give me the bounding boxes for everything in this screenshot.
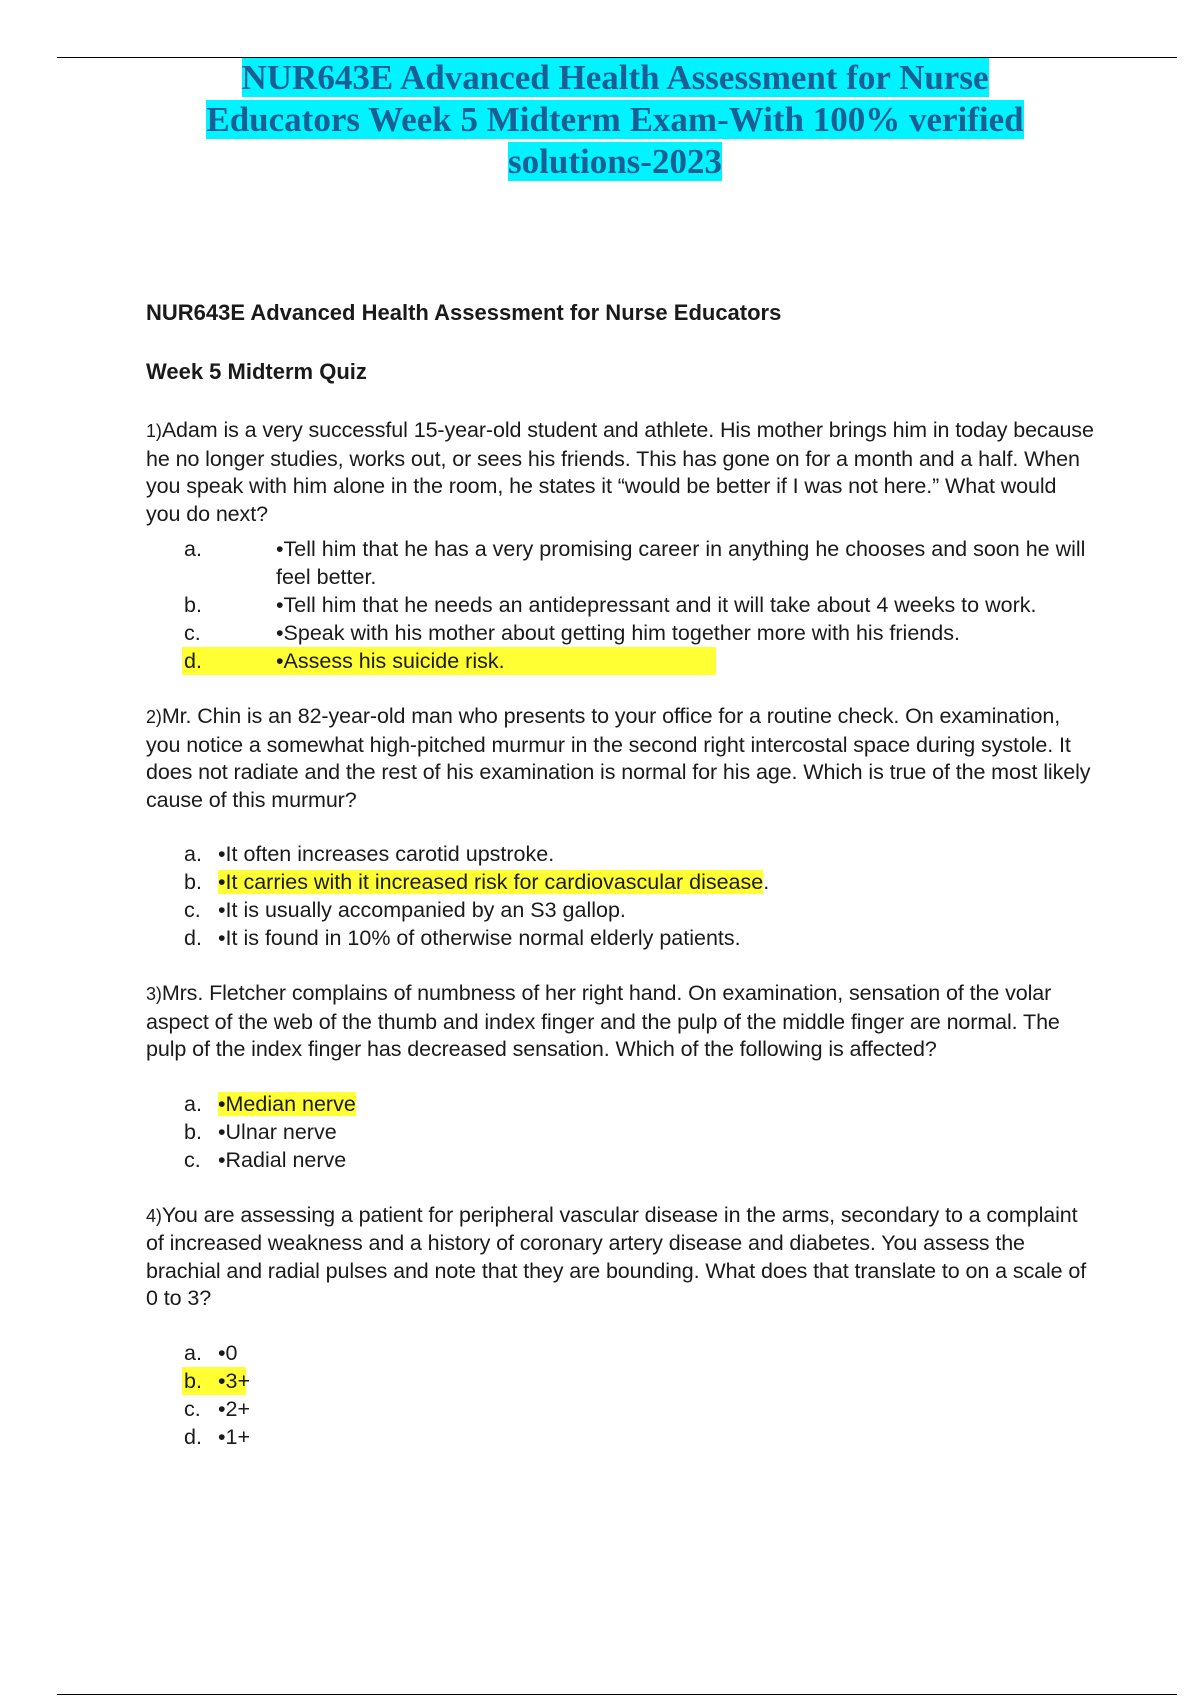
option-text: •It is usually accompanied by an S3 gallop. bbox=[218, 898, 626, 922]
option-letter: b. bbox=[184, 870, 202, 894]
option-letter: c. bbox=[184, 898, 201, 922]
option-letter: b. bbox=[184, 1368, 202, 1393]
option-letter: a. bbox=[184, 537, 202, 561]
option-text-highlighted: •Median nerve bbox=[218, 1091, 356, 1116]
option-a bbox=[146, 535, 1096, 591]
question-4 bbox=[146, 1202, 1096, 1313]
question-4-options bbox=[146, 1339, 1096, 1451]
title-line-2: Educators Week 5 Midterm Exam-With 100% verified bbox=[206, 100, 1024, 139]
option-a bbox=[146, 1339, 1096, 1367]
option-letter: b. bbox=[184, 593, 202, 617]
option-text: •0 bbox=[218, 1340, 238, 1365]
title-line-1: NUR643E Advanced Health Assessment for Nurse bbox=[241, 58, 989, 97]
option-letter: d. bbox=[184, 926, 202, 950]
option-letter: a. bbox=[184, 1340, 202, 1365]
title-line-3: solutions-2023 bbox=[508, 142, 722, 181]
question-text: Adam is a very successful 15-year-old student and athlete. His mother brings him in today because he no longer studies, works out, or sees his friends. This has gone on for a month and a half. When you speak with him alone in the room, he states it “would be better if I was not here.” What would you do next? bbox=[146, 418, 1094, 526]
option-letter: c. bbox=[184, 1147, 201, 1172]
option-text: •Speak with his mother about getting him together more with his friends. bbox=[276, 621, 960, 645]
question-1-options bbox=[146, 535, 1096, 675]
option-c bbox=[146, 896, 1096, 924]
option-letter: c. bbox=[184, 1396, 201, 1421]
bottom-rule bbox=[57, 1694, 1177, 1695]
option-text: •Radial nerve bbox=[218, 1147, 347, 1172]
option-letter: b. bbox=[184, 1119, 202, 1144]
option-text: •Tell him that he has a very promising career in anything he chooses and soon he will feel better. bbox=[276, 537, 1086, 589]
course-heading: NUR643E Advanced Health Assessment for Nurse Educators bbox=[146, 300, 782, 325]
question-number: 4) bbox=[146, 1205, 162, 1226]
option-text: •Ulnar nerve bbox=[218, 1119, 337, 1144]
option-a bbox=[146, 840, 1096, 868]
option-text: •Assess his suicide risk. bbox=[276, 649, 505, 673]
question-2 bbox=[146, 703, 1096, 814]
question-text: Mrs. Fletcher complains of numbness of her right hand. On examination, sensation of the volar aspect of the web of the thumb and index finger and the pulp of the middle finger are normal. The pulp of the index finger has decreased sensation. Which of the following is affected? bbox=[146, 981, 1060, 1061]
option-text: •1+ bbox=[218, 1424, 251, 1449]
option-text: •It often increases carotid upstroke. bbox=[218, 842, 555, 866]
option-trail: . bbox=[763, 870, 770, 894]
question-2-options bbox=[146, 840, 1096, 952]
option-c bbox=[146, 1146, 1096, 1174]
question-number: 2) bbox=[146, 707, 162, 727]
option-text: •Tell him that he needs an antidepressant and it will take about 4 weeks to work. bbox=[276, 593, 1037, 617]
question-number: 3) bbox=[146, 984, 162, 1004]
option-text-highlighted: •It carries with it increased risk for cardiovascular disease bbox=[218, 870, 764, 894]
option-d bbox=[146, 1423, 1096, 1451]
option-b bbox=[146, 1118, 1096, 1146]
option-text: •It is found in 10% of otherwise normal elderly patients. bbox=[218, 926, 741, 950]
option-letter: a. bbox=[184, 842, 202, 866]
question-text: Mr. Chin is an 82-year-old man who presents to your office for a routine check. On examination, you notice a somewhat high-pitched murmur in the second right intercostal space during systole. It does not radiate and the rest of his examination is normal for his age. Which is true of the most likely cause of this murmur? bbox=[146, 704, 1091, 812]
question-3-options bbox=[146, 1090, 1096, 1174]
quiz-heading: Week 5 Midterm Quiz bbox=[146, 359, 367, 384]
option-b bbox=[146, 591, 1096, 619]
question-number: 1) bbox=[146, 421, 162, 441]
option-letter: a. bbox=[184, 1091, 202, 1116]
document-title bbox=[150, 57, 1080, 183]
question-text: You are assessing a patient for peripheral vascular disease in the arms, secondary to a complaint of increased weakness and a history of coronary artery disease and diabetes. You assess the brachial and radial pulses and note that they are bounding. What does that translate to on a scale of 0 to 3? bbox=[146, 1202, 1087, 1310]
option-text: •3+ bbox=[218, 1368, 251, 1393]
option-text: •2+ bbox=[218, 1396, 251, 1421]
question-3 bbox=[146, 980, 1096, 1064]
option-c bbox=[146, 1395, 1096, 1423]
question-1 bbox=[146, 417, 1096, 528]
option-c bbox=[146, 619, 1096, 647]
option-d bbox=[146, 924, 1096, 952]
option-letter: d. bbox=[184, 649, 202, 673]
option-a-correct bbox=[146, 1090, 1096, 1118]
option-b-correct bbox=[182, 1367, 251, 1395]
option-b-correct bbox=[146, 868, 1096, 896]
option-letter: c. bbox=[184, 621, 201, 645]
option-letter: d. bbox=[184, 1424, 202, 1449]
option-d-correct bbox=[182, 647, 716, 675]
quiz-content bbox=[146, 300, 1096, 1479]
